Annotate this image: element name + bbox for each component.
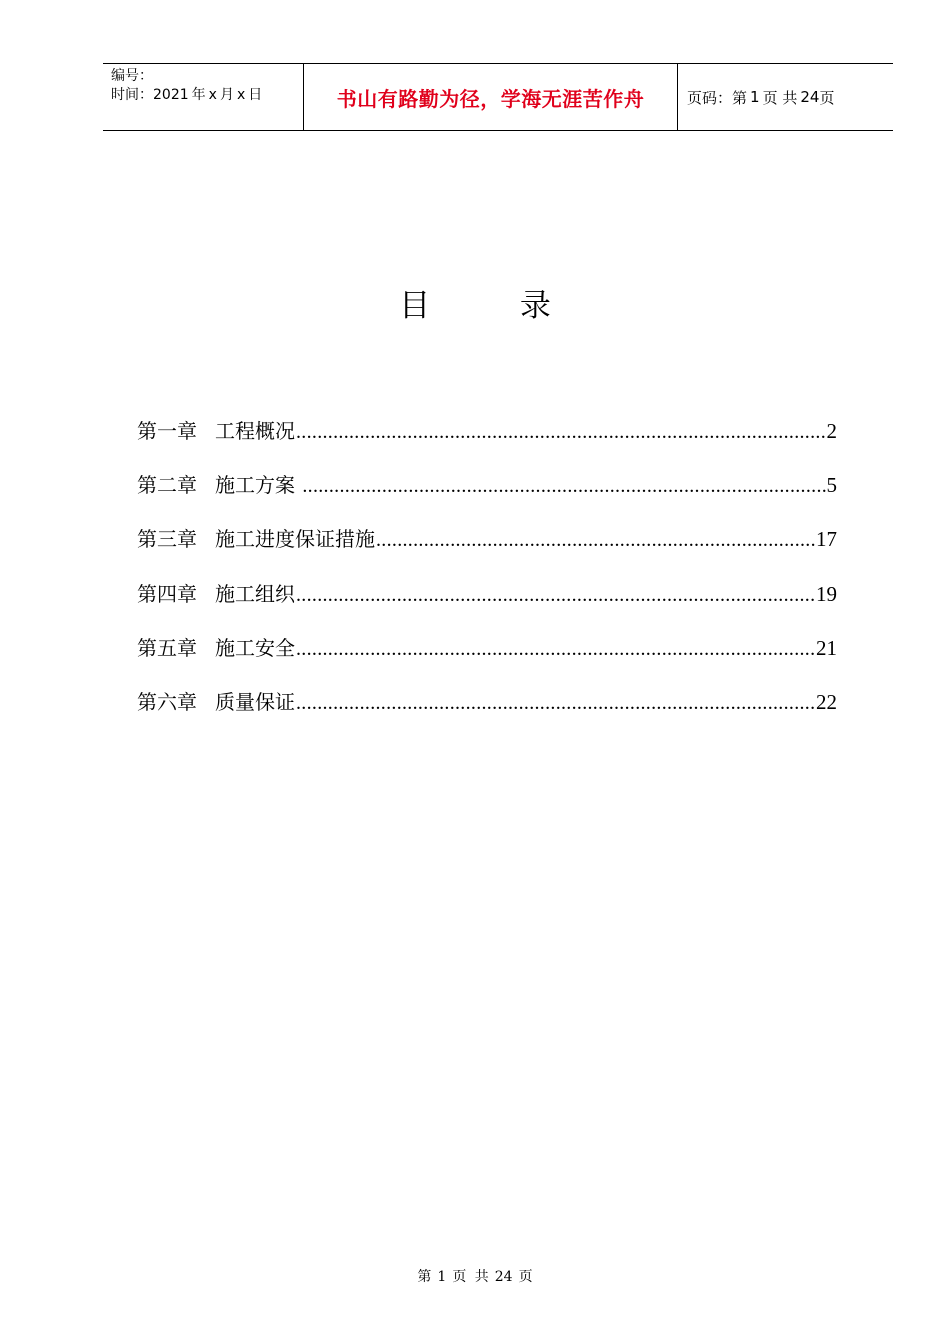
toc-chapter-name: 施工方案 <box>215 473 302 498</box>
page-footer <box>0 1266 950 1286</box>
page-header <box>103 63 893 131</box>
toc-chapter-name: 工程概况 <box>215 419 295 443</box>
toc-page-number: 5 <box>826 473 837 498</box>
toc-entry[interactable] <box>137 523 837 577</box>
toc-leader-dots <box>296 638 815 661</box>
toc-page-number: 19 <box>816 581 837 606</box>
toc-leader-dots <box>296 692 815 715</box>
toc-chapter-name: 施工进度保证措施 <box>215 527 375 552</box>
toc-chapter-number: 第二章 <box>137 473 197 498</box>
date-month: x <box>208 87 217 103</box>
date-prefix: 时间： <box>111 87 153 103</box>
header-page-cell <box>678 64 893 130</box>
serial-number-label: 编号： <box>111 68 153 84</box>
toc-title: 目 录 <box>399 288 591 324</box>
toc-entry[interactable] <box>137 469 837 523</box>
header-page-prefix: 页码：第 <box>687 88 748 107</box>
toc-chapter-number: 第六章 <box>137 689 197 714</box>
table-of-contents <box>137 415 837 740</box>
toc-leader-dots <box>296 421 826 444</box>
date-year: 2021 <box>153 87 189 103</box>
header-meta-cell <box>103 64 304 130</box>
header-page-current: 1 <box>750 88 760 106</box>
footer-mid: 页 共 <box>452 1269 489 1285</box>
toc-page-number: 22 <box>816 689 837 714</box>
header-page-total: 24 <box>800 88 820 106</box>
toc-entry[interactable] <box>137 415 837 469</box>
footer-prefix: 第 <box>417 1269 432 1285</box>
toc-chapter-number: 第三章 <box>137 527 197 552</box>
date-year-unit: 年 <box>191 87 206 103</box>
motto-text: 书山有路勤为径，学海无涯苦作舟 <box>336 86 645 111</box>
toc-entry[interactable] <box>137 632 837 686</box>
header-page-mid: 页 共 <box>762 88 798 107</box>
toc-entry[interactable] <box>137 578 837 632</box>
toc-chapter-name: 施工安全 <box>215 635 295 660</box>
date-line <box>111 86 303 105</box>
header-page-suffix: 页 <box>819 88 835 107</box>
toc-leader-dots <box>302 475 825 498</box>
toc-chapter-number: 第五章 <box>137 635 197 660</box>
toc-page-number: 21 <box>816 635 837 660</box>
header-motto-cell <box>304 64 678 130</box>
footer-page-current: 1 <box>437 1269 447 1285</box>
date-month-unit: 月 <box>219 87 234 103</box>
toc-leader-dots <box>376 529 815 552</box>
date-day-unit: 日 <box>248 87 263 103</box>
toc-entry[interactable] <box>137 686 837 740</box>
toc-page-number: 2 <box>826 419 837 443</box>
toc-chapter-number: 第一章 <box>137 419 197 443</box>
footer-page-total: 24 <box>494 1269 513 1285</box>
toc-chapter-number: 第四章 <box>137 581 197 606</box>
footer-suffix: 页 <box>518 1269 533 1285</box>
toc-leader-dots <box>296 584 815 607</box>
toc-chapter-name: 质量保证 <box>215 689 295 714</box>
toc-page-number: 17 <box>816 527 837 552</box>
toc-chapter-name: 施工组织 <box>215 581 295 606</box>
date-day: x <box>236 87 246 103</box>
